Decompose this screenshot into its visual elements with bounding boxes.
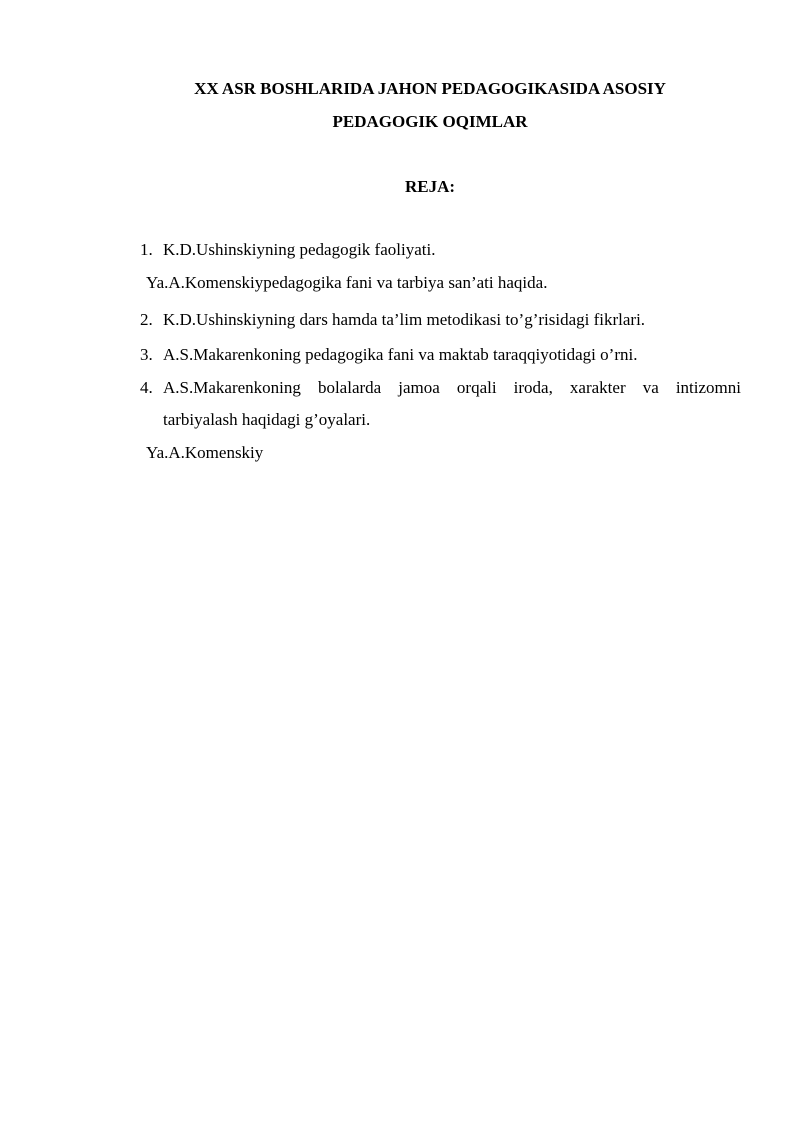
plan-item-text: A.S.Makarenkoning bolalarda jamoa orqali iroda, xarakter va intizomni: [163, 378, 741, 397]
plan-item-number: 2.: [140, 310, 153, 329]
plan-item-number: 3.: [140, 345, 153, 364]
plan-item-text-continuation: tarbiyalash haqidagi g’oyalari.: [163, 410, 371, 429]
plan-item-text: Ya.A.Komenskiypedagogika fani va tarbiya san’ati haqida.: [146, 273, 548, 292]
plan-item-text: A.S.Makarenkoning pedagogika fani va maktab taraqqiyotidagi o’rni.: [163, 345, 638, 364]
document-title-line-2: PEDAGOGIK OQIMLAR: [332, 112, 528, 131]
trailing-line: Ya.A.Komenskiy: [146, 443, 264, 462]
plan-item-number: 4.: [140, 378, 153, 397]
plan-heading: REJA:: [404, 177, 456, 196]
plan-item-text: K.D.Ushinskiyning dars hamda ta’lim metodikasi to’g’risidagi fikrlari.: [163, 310, 646, 329]
plan-item-text: K.D.Ushinskiyning pedagogik faoliyati.: [163, 240, 436, 259]
plan-item-number: 1.: [140, 240, 153, 259]
document-title-line-1: XX ASR BOSHLARIDA JAHON PEDAGOGIKASIDA ASOSIY: [194, 79, 666, 98]
